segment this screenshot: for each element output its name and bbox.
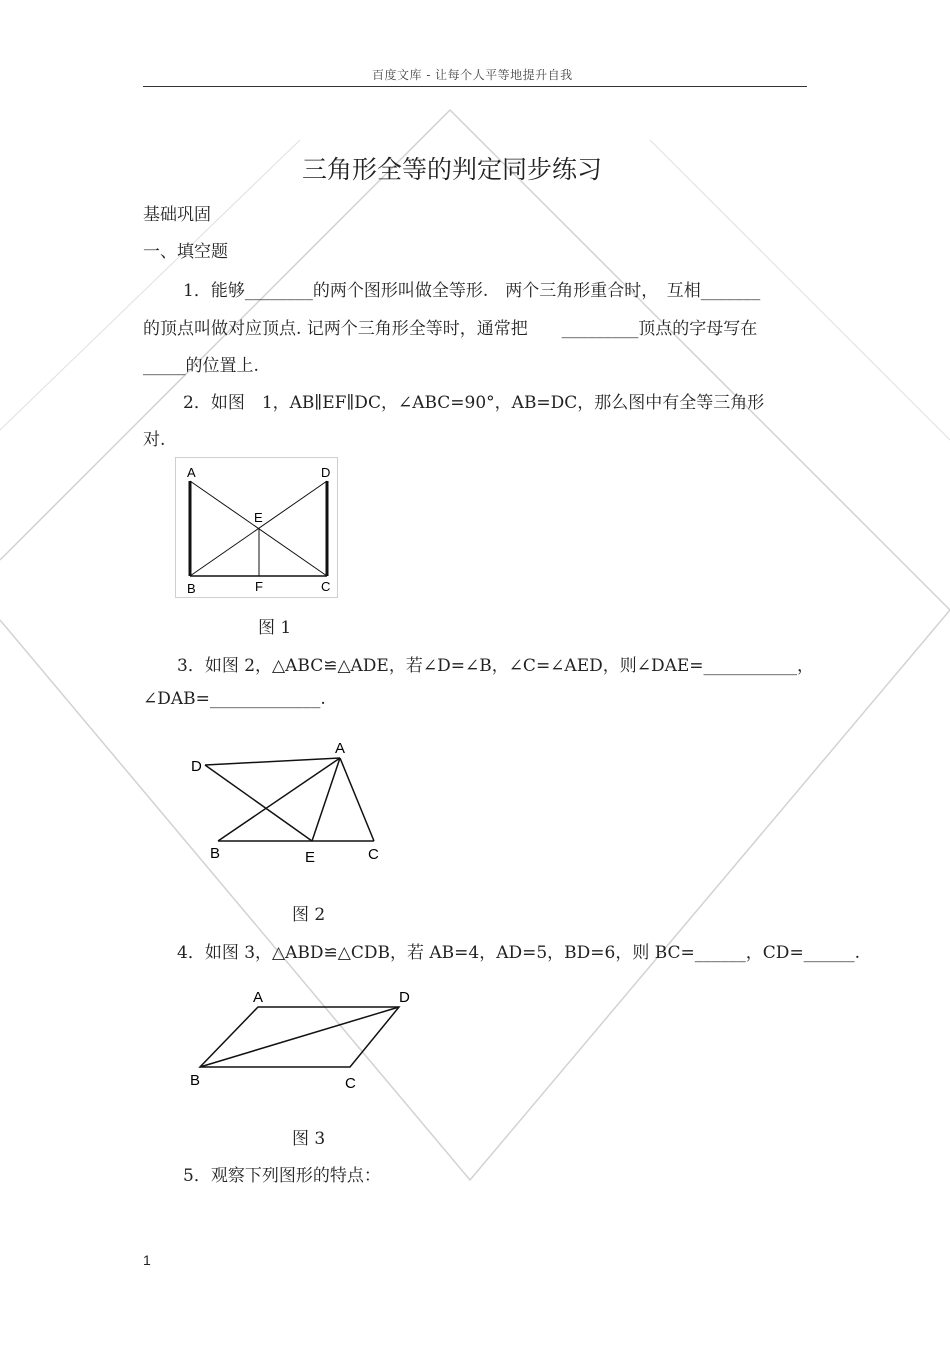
question-2-line-1: 2．如图 1，AB∥EF∥DC，∠ABC=90°，AB=DC，那么图中有全等三角形 [183,393,765,413]
label-D: D [321,465,331,480]
page-number: 1 [143,1252,151,1268]
part-heading: 一、填空题 [143,242,228,262]
header-rule [143,86,807,87]
label-C: C [345,1075,356,1092]
label-A: A [253,989,264,1006]
segment-AB [218,758,340,841]
question-5-line-1: 5．观察下列图形的特点： [183,1166,381,1186]
label-D: D [399,989,410,1006]
figure-1 [175,457,340,600]
label-C: C [368,846,379,863]
label-B: B [187,581,196,596]
question-3-line-2: ∠DAB=_____________. [143,689,326,709]
segment-AE [312,758,340,841]
label-C: C [321,579,331,594]
segment-DE [205,765,312,841]
figure-3-caption: 图 3 [292,1129,326,1149]
label-A: A [335,740,346,757]
label-F: F [255,579,263,594]
question-4-line-1: 4．如图 3，△ABD≌△CDB，若 AB=4，AD=5，BD=6，则 BC=______，CD=______. [177,943,861,963]
label-D: D [191,758,202,775]
segment-AC [340,758,374,841]
figure-2-caption: 图 2 [292,905,326,925]
question-2-line-2: 对. [143,430,166,450]
section-heading: 基础巩固 [143,205,211,225]
document-title: 三角形全等的判定同步练习 [302,155,603,184]
figure-3 [185,985,425,1095]
question-1-line-3: _____的位置上. [143,356,259,376]
question-3-line-1: 3．如图 2，△ABC≌△ADE，若∠D=∠B，∠C=∠AED，则∠DAE=___________， [177,656,815,676]
label-E: E [305,849,316,866]
label-B: B [210,845,221,862]
question-1-line-2: 的顶点叫做对应顶点. 记两个三角形全等时，通常把 _________顶点的字母写在 [143,319,758,339]
running-header: 百度文库 - 让每个人平等地提升自我 [372,68,573,82]
question-1-line-1: 1．能够________的两个图形叫做全等形. 两个三角形重合时， 互相_______ [183,281,761,301]
label-B: B [190,1072,201,1089]
segment-DA [205,758,340,765]
figure-2 [185,735,395,870]
label-E: E [254,510,263,525]
label-A: A [187,465,196,480]
figure-1-caption: 图 1 [258,618,292,638]
